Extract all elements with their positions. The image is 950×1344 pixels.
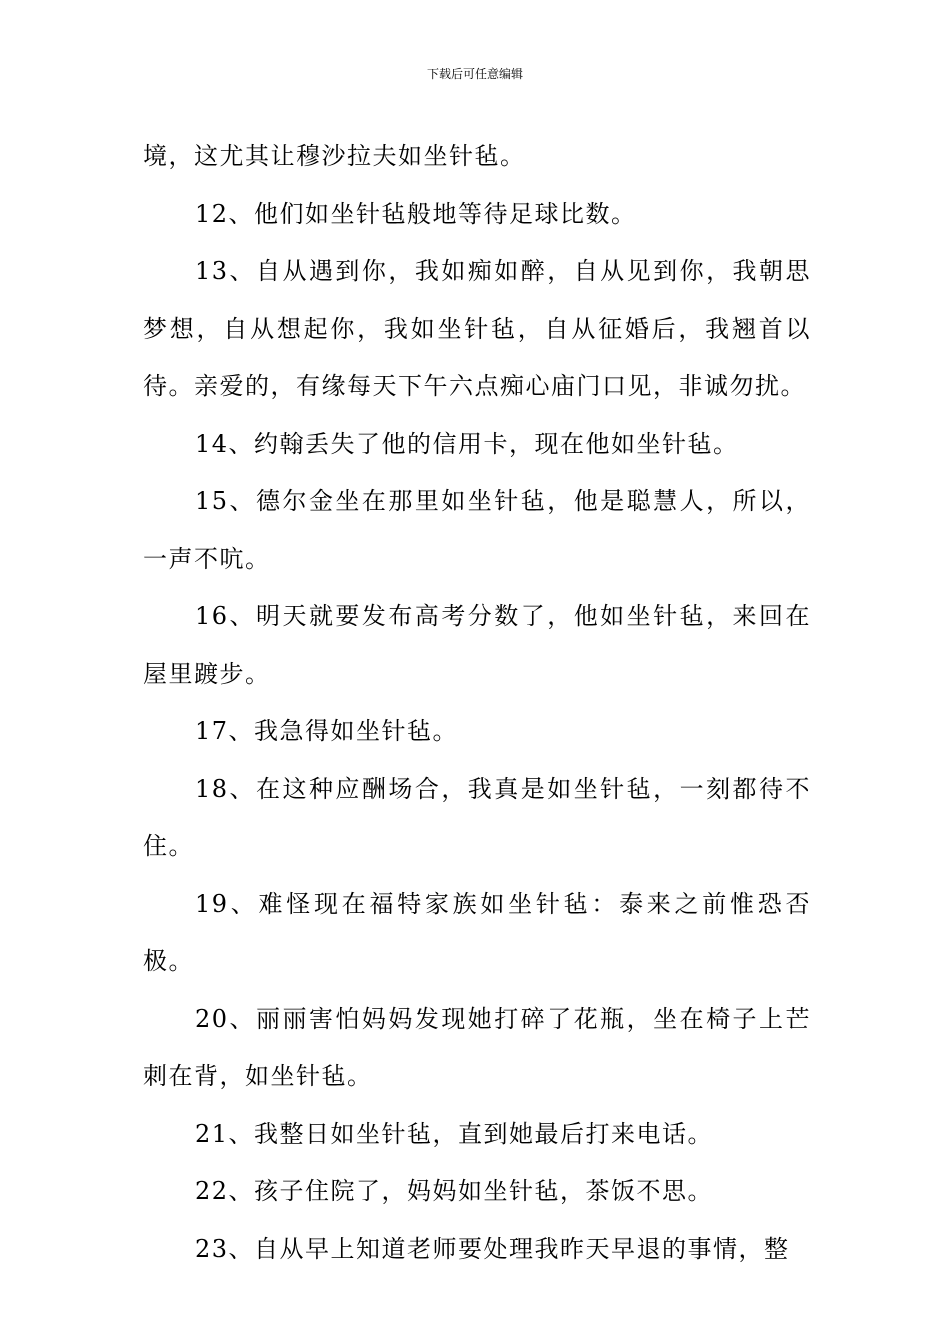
paragraph: 22、孩子住院了，妈妈如坐针毡，茶饭不思。 xyxy=(195,1177,714,1205)
paragraph: 12、他们如坐针毡般地等待足球比数。 xyxy=(195,199,637,228)
paragraph: 23、自从早上知道老师要处理我昨天早退的事情，整 xyxy=(195,1234,790,1263)
paragraph: 15、德尔金坐在那里如坐针毡，他是聪慧人，所以，一声不吭。 xyxy=(143,487,811,573)
paragraph: 20、丽丽害怕妈妈发现她打碎了花瓶，坐在椅子上芒刺在背，如坐针毡。 xyxy=(143,1004,811,1090)
paragraph: 13、自从遇到你，我如痴如醉，自从见到你，我朝思梦想，自从想起你，我如坐针毡，自从征婚后，我翘首以待。亲爱的，有缘每天下午六点痴心庙门口见，非诚勿扰。 xyxy=(143,257,811,400)
paragraph: 17、我急得如坐针毡。 xyxy=(195,717,459,745)
page-header: 下载后可任意编辑 xyxy=(426,67,523,81)
paragraph: 16、明天就要发布高考分数了，他如坐针毡，来回在屋里踱步。 xyxy=(143,602,811,688)
body-text xyxy=(143,128,811,1278)
paragraph: 境，这尤其让穆沙拉夫如坐针毡。 xyxy=(143,142,526,170)
paragraph: 21、我整日如坐针毡，直到她最后打来电话。 xyxy=(195,1119,714,1148)
paragraph: 18、在这种应酬场合，我真是如坐针毡，一刻都待不住。 xyxy=(143,774,811,860)
paragraph: 19、难怪现在福特家族如坐针毡：泰来之前惟恐否极。 xyxy=(143,889,811,975)
paragraph: 14、约翰丢失了他的信用卡，现在他如坐针毡。 xyxy=(195,429,739,458)
